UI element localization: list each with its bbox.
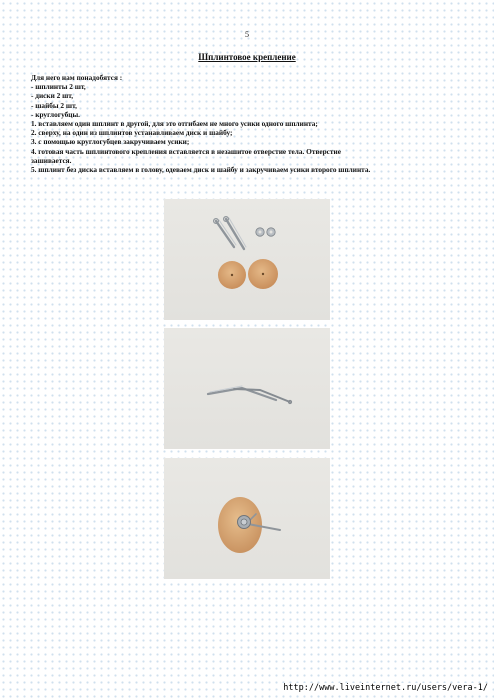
photo-materials <box>164 199 330 320</box>
step-item: 2. сверху, на один из шплинтов устанавливаем диск и шайбу; <box>31 128 233 138</box>
washer-icon <box>238 516 251 529</box>
material-item: - шайбы 2 шт, <box>31 100 77 110</box>
step-item-continued: зашивается. <box>31 155 72 165</box>
instructions-text <box>31 73 471 174</box>
cotter-pin-icon <box>214 219 236 247</box>
photo-interlocked-pins <box>164 328 330 449</box>
page-title: Шплинтовое крепление <box>198 52 296 62</box>
step-item: 4. готовая часть шплинтового крепления вставляется в незашитое отверстие тела. Отверстие <box>31 146 341 156</box>
source-url: http://www.liveinternet.ru/users/vera-1/ <box>283 683 488 693</box>
washer-icon <box>267 228 275 236</box>
wooden-disc-icon <box>248 259 278 289</box>
wooden-disc-icon <box>218 261 246 289</box>
material-item: - круглогубцы. <box>31 109 80 119</box>
material-item: - диски 2 шт, <box>31 91 74 101</box>
step-item: 1. вставляем один шплинт в другой, для это отгибаем не много усики одного шплинта; <box>31 119 318 129</box>
page-number: 5 <box>245 30 249 39</box>
step-item: 5. шплинт без диска вставляем в голову, одеваем диск и шайбу и закручиваем усики второго шплинта. <box>31 165 371 175</box>
step-item: 3. с помощью круглогубцев закручиваем усики; <box>31 137 190 147</box>
materials-heading: Для него нам понадобятся : <box>31 73 123 82</box>
material-item: - шплинты 2 шт, <box>31 82 86 92</box>
cotter-pin-icon <box>224 217 246 249</box>
photo-assembled-joint <box>164 458 330 579</box>
washer-icon <box>256 228 264 236</box>
